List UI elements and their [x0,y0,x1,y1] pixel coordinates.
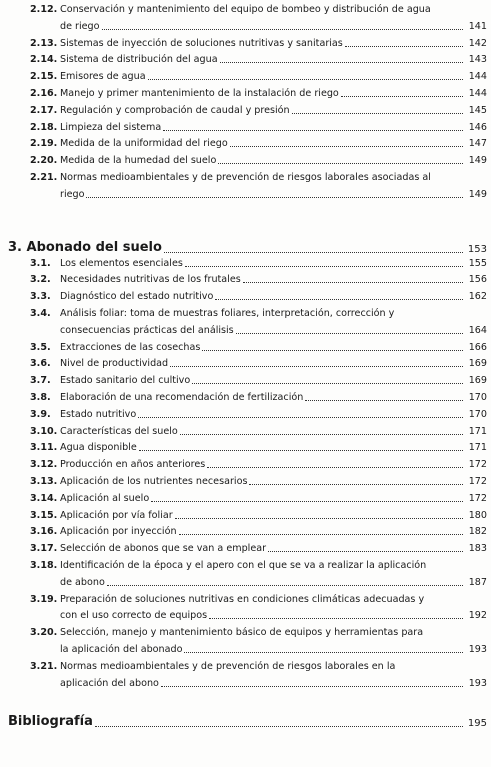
entry-title: Aplicación al suelo [60,492,150,504]
page-number: 193 [468,677,487,689]
toc-entry [30,459,487,470]
leader-dots [161,685,463,687]
entry-number: 2.14. [30,54,58,66]
entry-title-continuation: aplicación del abono [60,677,159,689]
entry-title: Regulación y comprobación de caudal y presión [60,104,290,116]
entry-number: 3.3. [30,291,51,303]
page-number: 171 [468,425,487,437]
entry-number: 2.17. [30,104,58,116]
toc-entry [30,375,487,386]
toc-entry [30,510,487,521]
toc-entry [30,88,487,99]
leader-dots [305,399,463,401]
toc-entry [30,291,487,302]
leader-dots [86,196,463,198]
leader-dots [268,550,463,552]
entry-title: Emisores de agua [60,71,146,83]
leader-dots [249,483,463,485]
entry-number: 3.12. [30,459,58,471]
entry-number: 3.14. [30,492,58,504]
entry-title: Análisis foliar: toma de muestras foliares, interpretación, corrección y [60,308,395,319]
leader-dots [179,533,463,535]
entry-title: Estado nutritivo [60,408,137,420]
entry-number: 3.15. [30,509,58,521]
leader-dots [220,61,463,63]
toc-entry [30,526,487,537]
entry-title: Medida de la humedad del suelo [60,155,217,167]
entry-number: 3.16. [30,526,58,538]
toc-entry [30,274,487,285]
page-number: 172 [468,476,487,487]
entry-title: Medida de la uniformidad del riego [60,138,228,150]
entry-number: 3.11. [30,442,58,454]
entry-number: 3.21. [30,660,58,672]
toc-entry [30,155,487,166]
page-number: 170 [468,408,487,420]
entry-title: Manejo y primer mantenimiento de la instalación de riego [60,88,339,99]
entry-title-continuation: de abono [60,576,105,588]
page-number: 144 [468,88,487,99]
toc-entry-continuation [60,325,487,336]
page-number: 192 [468,610,487,622]
toc-entry [30,661,395,672]
toc-entry [30,543,487,554]
leader-dots [107,584,463,586]
toc-entry [30,138,487,149]
toc-entry [30,426,487,437]
leader-dots [102,28,463,30]
bibliography-heading [8,714,487,729]
entry-number: 3.8. [30,392,51,403]
page-number: 169 [468,358,487,370]
toc-entry-continuation [60,21,487,32]
leader-dots [164,251,463,253]
toc-entry [30,442,487,453]
toc-entry [30,308,394,319]
leader-dots [202,349,463,351]
entry-title: Nivel de productividad [60,358,169,370]
toc-entry-continuation [60,189,487,200]
leader-dots [139,449,463,451]
toc-entry [30,358,487,369]
page-number: 182 [468,526,487,538]
leader-dots [175,517,463,519]
entry-title-continuation: riego [60,188,85,200]
toc-entry [30,38,487,49]
page-number: 144 [468,71,487,83]
leader-dots [341,95,463,97]
leader-dots [218,162,463,164]
entry-title: Selección de abonos que se van a emplear [60,543,267,555]
entry-number: 2.13. [30,37,58,49]
entry-title: Normas medioambientales y de prevención de riesgos laborales en la [60,660,396,672]
toc-entry-continuation [60,610,487,621]
page-number: 164 [468,324,487,336]
bibliography-title: Bibliografía [8,714,93,730]
leader-dots [163,129,463,131]
entry-number: 3.2. [30,274,51,286]
entry-title: Aplicación por vía foliar [60,509,173,521]
leader-dots [230,145,463,147]
entry-number: 3.9. [30,408,51,420]
leader-dots [192,382,463,384]
entry-title: Los elementos esenciales [60,257,183,269]
toc-entry [30,172,431,183]
entry-number: 2.21. [30,172,58,183]
entry-title-continuation: la aplicación del abonado [60,644,183,655]
entry-title: Selección, manejo y mantenimiento básico de equipos y herramientas para [60,627,424,639]
chapter-heading [8,240,487,255]
entry-number: 3.20. [30,627,58,639]
page-number: 172 [468,459,487,471]
leader-dots [148,78,463,80]
toc-entry [30,594,424,605]
entry-title: Necesidades nutritivas de los frutales [60,274,241,286]
chapter-title: 3. Abonado del suelo [8,239,162,255]
leader-dots [180,433,463,435]
toc-entry [30,4,431,15]
leader-dots [138,416,463,418]
leader-dots [151,500,463,502]
entry-number: 2.18. [30,121,58,133]
page-number: 166 [468,341,487,353]
entry-number: 2.15. [30,71,58,83]
entry-number: 3.1. [30,257,51,269]
toc-entry-continuation [60,678,487,689]
page-number: 171 [468,442,487,454]
toc-entry [30,627,423,638]
page-number: 146 [468,121,487,133]
page-number: 143 [468,54,487,66]
page-number: 172 [468,492,487,504]
entry-number: 3.17. [30,543,58,555]
page-number: 187 [468,576,487,588]
toc-entry-continuation [60,644,487,655]
entry-title-continuation: de riego [60,20,100,32]
entry-title: Limpieza del sistema [60,121,162,133]
page-number: 156 [468,274,487,286]
page-number: 149 [468,155,487,167]
entry-title: Sistemas de inyección de soluciones nutritivas y sanitarias [60,37,343,49]
entry-number: 3.18. [30,560,58,571]
entry-title: Aplicación por inyección [60,526,177,538]
entry-number: 3.7. [30,375,51,387]
entry-title: Normas medioambientales y de prevención de riesgos laborales asociadas al [60,172,431,183]
toc-entry [30,493,487,504]
entry-title: Características del suelo [60,425,178,437]
entry-number: 3.10. [30,425,58,437]
page-number: 155 [468,257,487,269]
page-number: 147 [468,138,487,150]
leader-dots [209,617,463,619]
entry-title: Preparación de soluciones nutritivas en condiciones climáticas adecuadas y [60,593,425,605]
entry-number: 3.5. [30,341,51,353]
entry-title: Diagnóstico del estado nutritivo [60,291,214,303]
page-number: 180 [468,509,487,521]
leader-dots [184,651,463,653]
entry-title: Aplicación de los nutrientes necesarios [60,476,248,487]
toc-entry [30,392,487,403]
toc-entry [30,409,487,420]
toc-entry-continuation [60,577,487,588]
toc-entry [30,476,487,487]
entry-title: Identificación de la época y el apero con el que se va a realizar la aplicación [60,560,427,571]
entry-title: Sistema de distribución del agua [60,54,218,66]
leader-dots [236,332,463,334]
leader-dots [207,466,463,468]
page-number: 149 [468,188,487,200]
page-number: 193 [468,644,487,655]
page-number: 153 [467,243,487,255]
page-number: 142 [468,37,487,49]
page-number: 183 [468,543,487,555]
page-number: 169 [468,375,487,387]
entry-title: Estado sanitario del cultivo [60,375,191,387]
entry-number: 2.19. [30,138,58,150]
entry-number: 3.19. [30,593,58,605]
page-number: 170 [468,392,487,403]
leader-dots [215,298,463,300]
entry-number: 3.13. [30,476,58,487]
toc-entry [30,54,487,65]
page-number: 162 [468,291,487,303]
entry-title-continuation: consecuencias prácticas del análisis [60,324,234,336]
entry-title: Extracciones de las cosechas [60,341,201,353]
leader-dots [185,265,463,267]
toc-entry [30,258,487,269]
toc-entry [30,342,487,353]
entry-title: Agua disponible [60,442,137,454]
toc-entry [30,122,487,133]
entry-number: 2.16. [30,88,58,99]
entry-number: 2.12. [30,4,58,15]
entry-title: Elaboración de una recomendación de fertilización [60,392,304,403]
leader-dots [170,365,463,367]
page-number: 195 [467,718,487,730]
leader-dots [95,725,463,727]
entry-number: 2.20. [30,155,58,167]
entry-title: Producción en años anteriores [60,459,206,471]
entry-title: Conservación y mantenimiento del equipo de bombeo y distribución de agua [60,4,431,15]
leader-dots [243,281,463,283]
entry-title-continuation: con el uso correcto de equipos [60,610,208,622]
entry-number: 3.6. [30,358,51,370]
page-number: 141 [468,20,487,32]
leader-dots [345,45,463,47]
page-number: 145 [468,104,487,116]
toc-entry [30,105,487,116]
entry-number: 3.4. [30,308,51,319]
toc-entry [30,560,426,571]
leader-dots [292,112,463,114]
toc-entry [30,71,487,82]
